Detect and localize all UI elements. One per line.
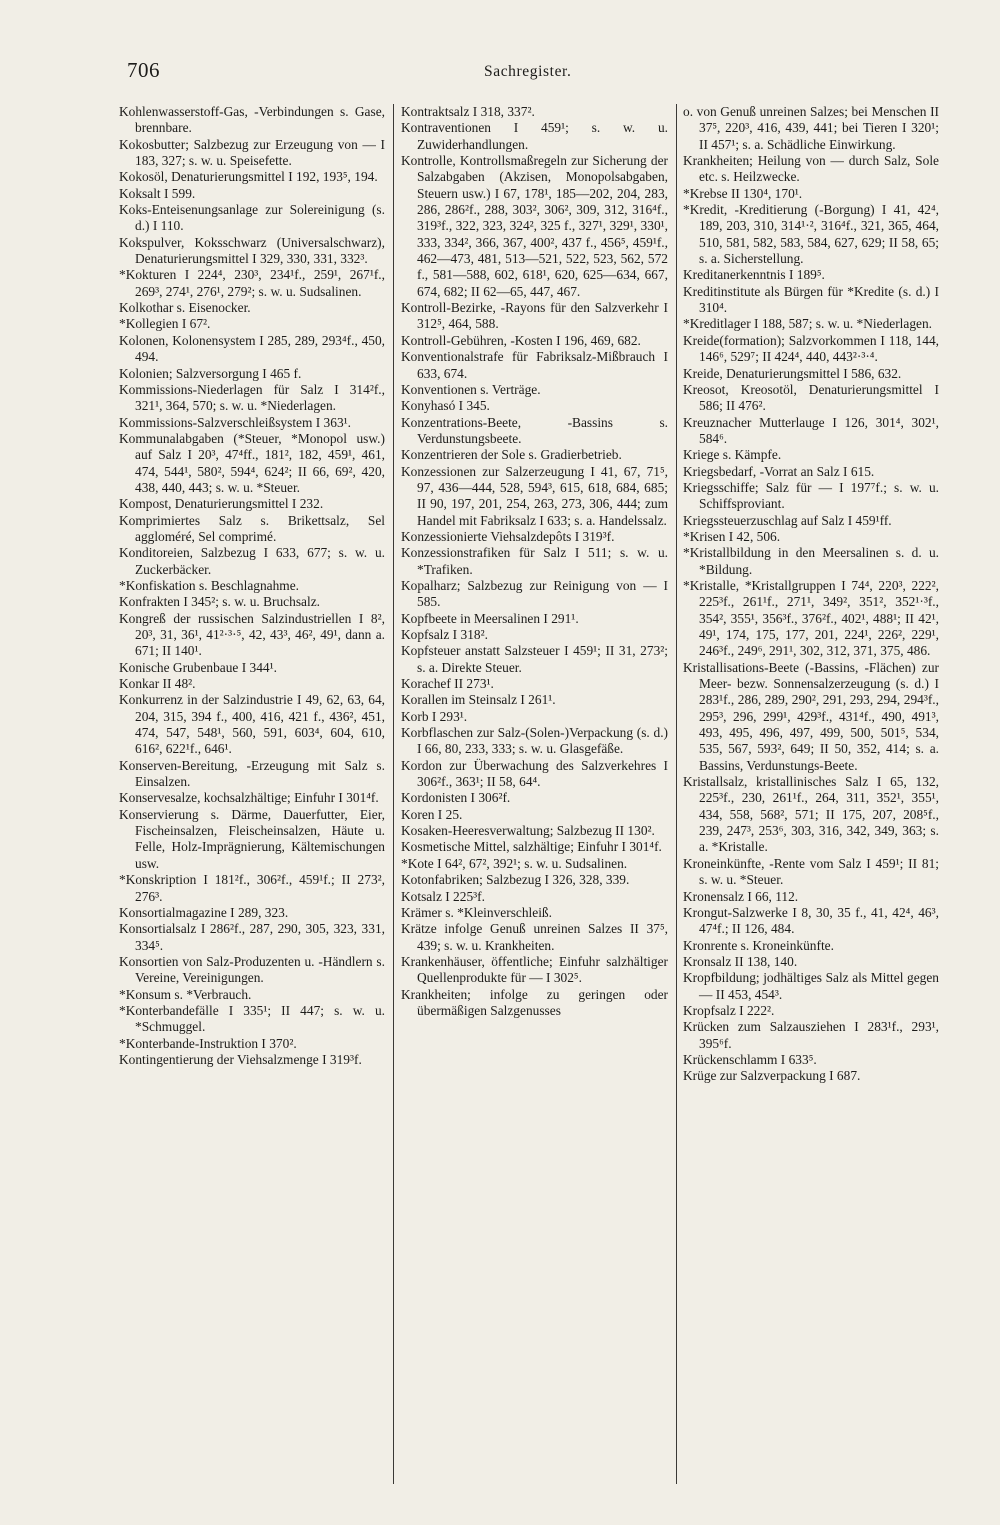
index-entry: Konservesalze, kochsalzhältige; Einfuhr I 301⁴f. [119, 790, 379, 806]
index-entry: Kropfbildung; jodhältiges Salz als Mittel gegen — II 453, 454³. [683, 970, 939, 1002]
index-entry: Korallen im Steinsalz I 261¹. [401, 692, 556, 708]
index-entry: Konsortialsalz I 286²f., 287, 290, 305, 323, 331, 334⁵. [119, 921, 385, 953]
index-entry: Kristallsalz, kristallinisches Salz I 65, 132, 225³f., 230, 261¹f., 264, 311, 352¹, 355¹, 434, 558, 568², 571; II 175, 207, 208⁵f., 239, 247³, 253⁶, 303, 316, 342, 349, 363; s. a. *Kristalle. [683, 774, 939, 855]
index-entry: Kontroll-Bezirke, -Rayons für den Salzverkehr I 312⁵, 464, 588. [401, 300, 668, 332]
index-entry: Kriegsschiffe; Salz für — I 197⁷f.; s. w. u. Schiffsproviant. [683, 479, 939, 512]
index-entry: Kokosbutter; Salzbezug zur Erzeugung von — I 183, 327; s. w. u. Speisefette. [119, 136, 385, 169]
index-entry: Kommissions-Salzverschleißsystem I 363¹. [119, 414, 352, 430]
index-entry: Kontraktsalz I 318, 337². [401, 104, 535, 119]
index-column-3 [683, 104, 939, 1485]
index-entry: Konzessionstrafiken für Salz I 511; s. w. u. *Trafiken. [401, 545, 668, 577]
index-entry: *Kreditlager I 188, 587; s. w. u. *Niederlagen. [683, 316, 933, 332]
index-entry: Kreuznacher Mutterlauge I 126, 301⁴, 302¹, 584⁶. [683, 414, 939, 446]
index-entry: Kontrolle, Kontrollsmaßregeln zur Sicherung der Salzabgaben (Akzisen, Monopolsabgaben, Steuern usw.) I 67, 178¹, 185—202, 204, 283, 286, 286²f., 288, 303², 306², 309, 312, 316⁴f., 319³f., 322, 323, 324², 325 f., 327¹, 329¹, 330¹, 333, 334², 366, 367, 400², 437 f., 456⁵, 459¹f., 462—473, 481, 513—521, 522, 523, 562, 572 f., 581—588, 602, 618¹, 620, 625—634, 667, 674, 682; II 62—65, 447, 467. [401, 153, 668, 299]
index-entry: Kosmetische Mittel, salzhältige; Einfuhr I 301⁴f. [401, 839, 662, 855]
index-entry: Konzentrations-Beete, -Bassins s. Verdunstungsbeete. [401, 414, 668, 446]
index-entry: *Konterbandefälle I 335¹; II 447; s. w. u. *Schmuggel. [119, 1002, 385, 1035]
index-entry: *Kote I 64², 67², 392¹; s. w. u. Sudsalinen. [401, 855, 628, 871]
index-entry: Korbflaschen zur Salz-(Solen-)Verpackung (s. d.) I 66, 80, 233, 333; s. w. u. Glasgefäße. [401, 725, 668, 757]
index-entry: Kolonen, Kolonensystem I 285, 289, 293⁴f., 450, 494. [119, 332, 385, 365]
index-entry: Kotonfabriken; Salzbezug I 326, 328, 339. [401, 872, 630, 888]
index-entry: Krücken zum Salzausziehen I 283¹f., 293¹, 395⁶f. [683, 1019, 939, 1051]
index-entry: Kopfsalz I 318². [401, 627, 488, 642]
index-entry: Kontingentierung der Viehsalzmenge I 319³f. [119, 1051, 362, 1067]
index-entry: Kommunalabgaben (*Steuer, *Monopol usw.) auf Salz I 20³, 47⁴ff., 181², 182, 459¹, 461, 474, 544¹, 580², 594⁴, 624²; II 66, 69², 420, 438, 440, 443; s. w. u. *Steuer. [119, 430, 385, 495]
running-head: Sachregister. [484, 63, 572, 80]
index-entry: Korb I 293¹. [401, 708, 468, 724]
index-entry: Kronrente s. Kroneinkünfte. [683, 937, 834, 953]
index-entry: Kopalharz; Salzbezug zur Reinigung von — I 585. [401, 577, 668, 610]
index-entry: *Konskription I 181²f., 306²f., 459¹f.; II 273², 276³. [119, 872, 385, 904]
index-entry: *Kristallbildung in den Meersalinen s. d. u. *Bildung. [683, 545, 939, 577]
index-entry: *Konsum s. *Verbrauch. [119, 986, 252, 1002]
index-entry: *Konfiskation s. Beschlagnahme. [119, 577, 299, 593]
index-entry: Kreditanerkenntnis I 189⁵. [683, 267, 825, 283]
column-rule-left [393, 104, 394, 1484]
index-entry: Krankenhäuser, öffentliche; Einfuhr salzhältiger Quellenprodukte für — I 302⁵. [401, 953, 668, 986]
index-entry: Kopfsteuer anstatt Salzsteuer I 459¹; II 31, 273²; s. a. Direkte Steuer. [401, 643, 668, 675]
index-entry: Konsortialmagazine I 289, 323. [119, 904, 289, 920]
index-entry: Krückenschlamm I 633⁵. [683, 1051, 817, 1067]
index-entry: Konfrakten I 345²; s. w. u. Bruchsalz. [119, 594, 320, 610]
index-entry: Konische Grubenbaue I 344¹. [119, 659, 277, 675]
index-entry: Kreosot, Kreosotöl, Denaturierungsmittel I 586; II 476². [683, 381, 939, 414]
index-entry: Kopfbeete in Meersalinen I 291¹. [401, 610, 579, 626]
index-entry: Krongut-Salzwerke I 8, 30, 35 f., 41, 42⁴, 46³, 47⁴f.; II 126, 484. [683, 904, 939, 937]
index-entry: Koren I 25. [401, 806, 463, 822]
index-entry: Kronsalz II 138, 140. [683, 953, 798, 969]
page-number: 706 [127, 58, 160, 82]
index-entry: Kristallisations-Beete (-Bassins, -Flächen) zur Meer- bezw. Sonnensalzerzeugung (s. d.) I 283¹f., 286, 289, 290², 291, 293, 294, 294³f., 295³, 296, 299¹, 429³f., 431⁴f., 490, 491³, 493, 495, 496, 497, 499, 500, 501⁵, 534, 535, 567, 593², 649; II 50, 352, 414; s. a. Bassins, Verdunstungs-Beete. [683, 659, 939, 773]
index-entry: Kokspulver, Koksschwarz (Universalschwarz), Denaturierungsmittel I 329, 330, 331, 332³. [119, 234, 385, 267]
index-entry: Kreditinstitute als Bürgen für *Kredite (s. d.) I 310⁴. [683, 283, 939, 316]
index-entry: Krämer s. *Kleinverschleiß. [401, 904, 552, 920]
index-entry: Konyhasó I 345. [401, 398, 490, 414]
index-entry: Kontraventionen I 459¹; s. w. u. Zuwiderhandlungen. [401, 120, 668, 152]
index-entry: Korachef II 273¹. [401, 676, 494, 692]
index-entry: Kompost, Denaturierungsmittel I 232. [119, 496, 324, 512]
index-entry: o. von Genuß unreinen Salzes; bei Menschen II 37⁵, 220³, 416, 439, 441; bei Tieren I 320¹; II 457¹; s. a. Schädliche Einwirkung. [683, 104, 939, 152]
index-entry: Konzessionen zur Salzerzeugung I 41, 67, 71⁵, 97, 436—444, 528, 594³, 615, 618, 684, 685; II 90, 197, 201, 254, 263, 273, 306, 444; zum Handel mit Fabriksalz I 633; s. a. Handelssalz. [401, 463, 668, 528]
index-entry: Kommissions-Niederlagen für Salz I 314²f., 321¹, 364, 570; s. w. u. *Niederlagen. [119, 381, 385, 414]
index-entry: Kolonien; Salzversorgung I 465 f. [119, 365, 302, 381]
index-entry: *Kollegien I 67². [119, 316, 211, 332]
index-entry: Kokosöl, Denaturierungsmittel I 192, 193⁵, 194. [119, 169, 378, 185]
index-entry: Konditoreien, Salzbezug I 633, 677; s. w. u. Zuckerbäcker. [119, 545, 385, 577]
index-entry: Kohlenwasserstoff-Gas, -Verbindungen s. Gase, brennbare. [119, 104, 385, 136]
index-entry: Koksalt I 599. [119, 185, 196, 201]
index-entry: Konzentrieren der Sole s. Gradierbetrieb. [401, 447, 622, 463]
index-entry: Konzessionierte Viehsalzdepôts I 319³f. [401, 528, 615, 544]
index-entry: Krätze infolge Genuß unreinen Salzes II 37⁵, 439; s. w. u. Krankheiten. [401, 921, 668, 953]
index-entry: Krankheiten; Heilung von — durch Salz, Sole etc. s. Heilzwecke. [683, 153, 939, 185]
index-entry: Kordon zur Überwachung des Salzverkehres I 306²f., 363¹; II 58, 64⁴. [401, 757, 668, 790]
index-entry: Kroneinkünfte, -Rente vom Salz I 459¹; II 81; s. w. u. *Steuer. [683, 855, 939, 888]
index-entry: Kriegssteuerzuschlag auf Salz I 459¹ff. [683, 512, 892, 528]
index-entry: Konkar II 48². [119, 676, 196, 692]
index-entry: *Krisen I 42, 506. [683, 528, 781, 544]
index-entry: Konserven-Bereitung, -Erzeugung mit Salz s. Einsalzen. [119, 757, 385, 790]
index-entry: Konkurrenz in der Salzindustrie I 49, 62, 63, 64, 204, 315, 394 f., 400, 416, 421 f., 436², 451, 474, 547, 548¹, 560, 591, 603⁴, 604, 610, 616², 622¹f., 646¹. [119, 692, 385, 757]
index-entry: *Konterbande-Instruktion I 370². [119, 1035, 297, 1051]
index-entry: Kronensalz I 66, 112. [683, 888, 799, 904]
index-entry: Kreide, Denaturierungsmittel I 586, 632. [683, 365, 902, 381]
index-entry: Komprimiertes Salz s. Brikettsalz, Sel aggloméré, Sel comprimé. [119, 512, 385, 544]
index-entry: Kontroll-Gebühren, -Kosten I 196, 469, 682. [401, 332, 641, 348]
index-entry: Kosaken-Heeresverwaltung; Salzbezug II 130². [401, 823, 655, 839]
index-entry: *Krebse II 130⁴, 170¹. [683, 185, 803, 201]
index-entry: Kolkothar s. Eisenocker. [119, 300, 251, 316]
index-entry: Kongreß der russischen Salzindustriellen I 8², 20³, 31, 36¹, 41²·³·⁵, 42, 43³, 46², 49¹, dann a. 671; II 140¹. [119, 610, 385, 659]
index-entry: Konservierung s. Därme, Dauerfutter, Eier, Fischeinsalzen, Fleischeinsalzen, Häute u. Felle, Holz-Imprägnierung, Kältemischungen usw. [119, 806, 385, 871]
index-entry: *Kristalle, *Kristallgruppen I 74⁴, 220³, 222², 225³f., 261¹f., 271¹, 349², 351², 352¹·³f., 354², 355¹, 356³f., 376²f., 402¹, 488¹; II 42¹, 49¹, 174, 175, 177, 201, 224¹, 226², 229¹, 246³f., 249⁶, 291¹, 302, 312, 371, 375, 486. [683, 577, 939, 659]
index-entry: Krüge zur Salzverpackung I 687. [683, 1068, 861, 1084]
index-entry: Konventionalstrafe für Fabriksalz-Mißbrauch I 633, 674. [401, 349, 668, 381]
index-entry: Kordonisten I 306²f. [401, 790, 511, 806]
index-column-2 [401, 104, 668, 1485]
index-entry: Kriegsbedarf, -Vorrat an Salz I 615. [683, 463, 875, 479]
index-entry: Kotsalz I 225³f. [401, 888, 485, 904]
index-entry: Konsortien von Salz-Produzenten u. -Händlern s. Vereine, Vereinigungen. [119, 953, 385, 986]
column-rule-right [676, 104, 677, 1484]
index-entry: Koks-Enteisenungsanlage zur Solereinigung (s. d.) I 110. [119, 202, 385, 234]
index-column-1 [119, 104, 385, 1485]
index-entry: *Kokturen I 224⁴, 230³, 234¹f., 259¹, 267¹f., 269³, 274¹, 276¹, 279²; s. w. u. Sudsalinen. [119, 267, 385, 299]
index-entry: Kreide(formation); Salzvorkommen I 118, 144, 146⁶, 529⁷; II 424⁴, 440, 443²·³·⁴. [683, 332, 939, 365]
index-entry: Kriege s. Kämpfe. [683, 447, 782, 463]
index-entry: Konventionen s. Verträge. [401, 381, 541, 397]
index-entry: *Kredit, -Kreditierung (-Borgung) I 41, 42⁴, 189, 203, 310, 314¹·², 316⁴f., 321, 365, 464, 510, 581, 582, 583, 584, 627, 629; II 58, 65; s. a. Sicherstellung. [683, 202, 939, 267]
index-entry: Krankheiten; infolge zu geringen oder übermäßigen Salzgenusses [401, 986, 668, 1018]
index-entry: Kropfsalz I 222². [683, 1002, 775, 1018]
